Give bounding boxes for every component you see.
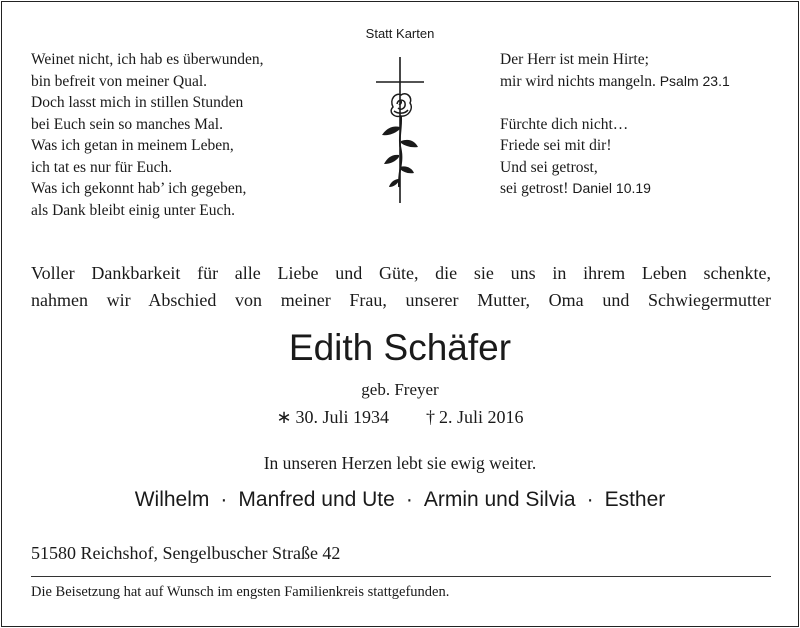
memorial-saying: In unseren Herzen lebt sie ewig weiter.	[263, 453, 537, 473]
poem-line: Was ich gekonnt hab’ ich gegeben,	[31, 180, 247, 197]
separator: ·	[405, 488, 413, 511]
verse-text: mir wird nichts mangeln.	[500, 72, 656, 90]
death-symbol: †	[426, 407, 436, 427]
poem-right	[500, 49, 730, 200]
poem-line: als Dank bleibt einig unter Euch.	[31, 201, 236, 219]
birth-date: 30. Juli 1934	[295, 407, 390, 427]
verse-text: sei getrost!	[500, 180, 569, 197]
address: 51580 Reichshof, Sengelbuscher Straße 42	[31, 543, 341, 563]
verse-line: Fürchte dich nicht…	[500, 115, 629, 133]
family-member: Manfred und Ute	[238, 488, 395, 511]
poem-line: ich tat es nur für Euch.	[31, 158, 173, 176]
verse-reference: Psalm 23.1	[659, 72, 730, 89]
born-name: geb. Freyer	[361, 380, 439, 399]
intro-text	[31, 260, 771, 314]
poem-line: Doch lasst mich in stillen Stunden	[31, 94, 244, 111]
verse-line	[500, 178, 730, 200]
verse-line: Friede sei mit dir!	[500, 137, 612, 154]
poem-left	[31, 49, 263, 221]
deceased-name: Edith Schäfer	[288, 327, 512, 368]
cross-with-rose-icon	[368, 55, 432, 205]
family-member: Armin und Silvia	[423, 488, 576, 511]
intro-line: nahmen wir Abschied von meiner Frau, unserer Mutter, Oma und Schwiegermutter	[31, 290, 771, 310]
poem-line: Weinet nicht, ich hab es überwunden,	[31, 51, 264, 68]
poem-line: bei Euch sein so manches Mal.	[31, 115, 223, 133]
life-dates	[0, 407, 800, 428]
family-member: Wilhelm	[134, 488, 210, 511]
family-member: Esther	[604, 488, 666, 511]
poem-line: bin befreit von meiner Qual.	[31, 72, 208, 90]
verse-reference: Daniel 10.19	[572, 180, 651, 196]
separator: ·	[586, 488, 594, 511]
verse-line: Und sei getrost,	[500, 158, 598, 176]
header-statt-karten: Statt Karten	[365, 26, 435, 41]
family-members	[0, 488, 800, 512]
intro-line: Voller Dankbarkeit für alle Liebe und Güte, die sie uns in ihrem Leben schenkte,	[31, 263, 771, 283]
divider	[31, 576, 771, 577]
death-date: 2. Juli 2016	[439, 407, 524, 427]
separator: ·	[220, 488, 228, 511]
verse-line	[500, 71, 730, 93]
burial-note: Die Beisetzung hat auf Wunsch im engsten Familienkreis stattgefunden.	[31, 584, 450, 600]
birth-symbol: ∗	[276, 407, 292, 427]
verse-gap	[500, 92, 730, 114]
poem-line: Was ich getan in meinem Leben,	[31, 137, 234, 154]
verse-line: Der Herr ist mein Hirte;	[500, 51, 649, 68]
